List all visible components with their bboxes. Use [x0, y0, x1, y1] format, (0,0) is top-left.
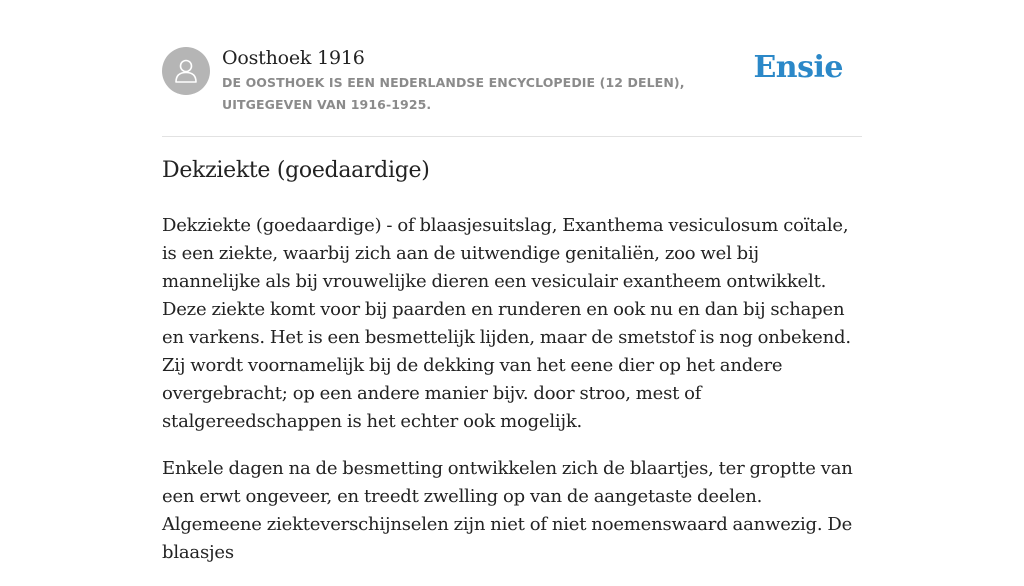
- source-header: [162, 46, 862, 137]
- article-paragraph: Enkele dagen na de besmetting ontwikkelen zich de blaartjes, ter groptte van een erwt ongeveer, en treedt zwelling op van de aangetaste deelen. Algemeene ziekteverschijnselen zijn niet of niet noemenswaard aanwezig. De blaasjes: [162, 458, 853, 563]
- source-description: DE OOSTHOEK IS EEN NEDERLANDSE ENCYCLOPEDIE (12 DELEN), UITGEGEVEN VAN 1916-1925.: [222, 75, 685, 112]
- ensie-logo[interactable]: Ensie: [753, 50, 843, 85]
- article-title: Dekziekte (goedaardige): [162, 158, 430, 183]
- source-name[interactable]: Oosthoek 1916: [222, 47, 365, 69]
- user-silhouette-icon: [171, 56, 201, 86]
- article-body: [162, 212, 862, 586]
- article-paragraph: Dekziekte (goedaardige) - of blaasjesuitslag, Exanthema vesiculosum coïtale, is een ziekte, waarbij zich aan de uitwendige genitaliën, zoo wel bij mannelijke als bij vrouwelijke dieren een vesiculair exantheem ontwikkelt. Deze ziekte komt voor bij paarden en runderen en ook nu en dan bij schapen en varkens. Het is een besmettelijk lijden, maar de smetstof is nog onbekend. Zij wordt voornamelijk bij de dekking van het eene dier op het andere overgebracht; op een andere manier bijv. door stroo, mest of stalgereedschappen is het echter ook mogelijk.: [162, 215, 851, 432]
- source-avatar[interactable]: [162, 47, 210, 95]
